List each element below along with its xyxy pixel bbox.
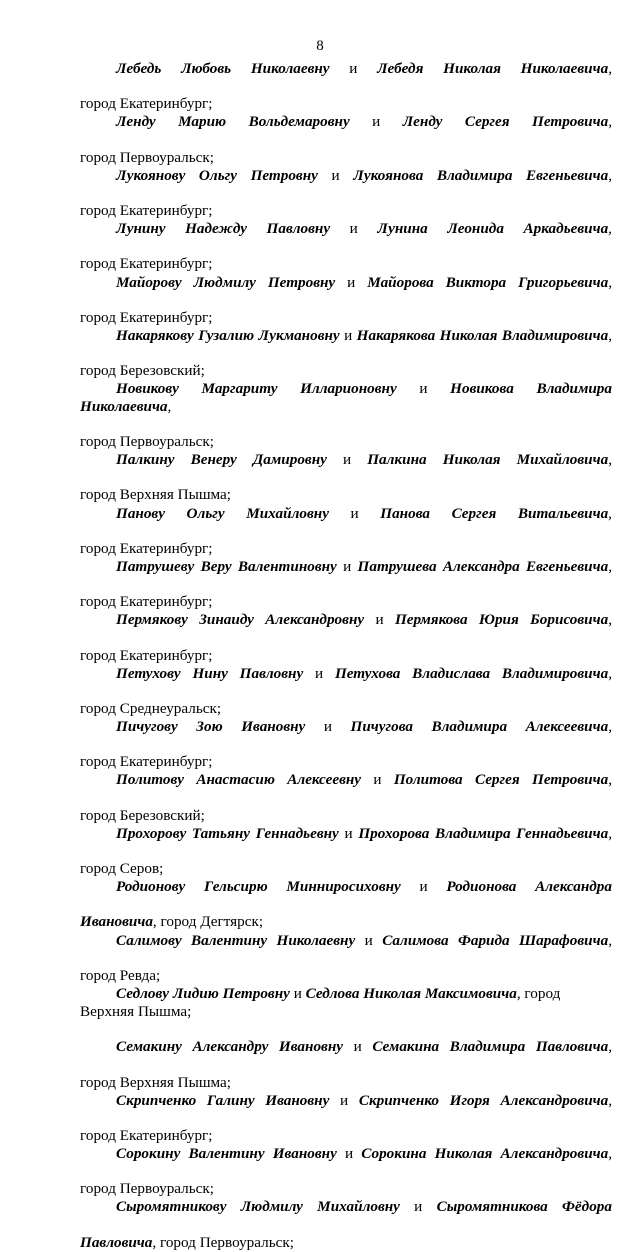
list-item	[80, 327, 612, 380]
conjunction: и	[330, 220, 378, 238]
separator: ,	[608, 1038, 612, 1056]
list-item	[80, 665, 612, 718]
wife-name: Политову Анастасию Алексеевну	[116, 771, 362, 789]
conjunction: и	[364, 611, 395, 629]
husband-name: Накарякова Николая Владимировича	[356, 326, 609, 344]
wife-name: Накарякову Гузалию Лукмановну	[116, 326, 340, 344]
wife-name: Новикову Маргариту Илларионовну	[116, 380, 397, 398]
list-item	[80, 60, 612, 113]
city: город Екатеринбург;	[80, 255, 213, 273]
husband-name: Сорокина Николая Александровича	[361, 1145, 609, 1163]
conjunction: и	[303, 664, 335, 682]
list-item	[80, 113, 612, 166]
separator: ,	[608, 1145, 612, 1163]
list-item	[80, 167, 612, 220]
list-item	[80, 558, 612, 611]
separator: ,	[608, 1091, 612, 1109]
list-item	[80, 220, 612, 273]
conjunction: и	[361, 771, 394, 789]
separator: ,	[608, 326, 612, 344]
list-item	[80, 718, 612, 771]
separator: ,	[608, 664, 612, 682]
city: город Екатеринбург;	[80, 593, 213, 611]
list-item	[80, 611, 612, 664]
husband-name: Панова Сергея Витальевича	[380, 504, 609, 522]
list-item	[80, 1092, 612, 1145]
city: город Екатеринбург;	[80, 95, 213, 113]
husband-name: Лунина Леонида Аркадьевича	[377, 220, 609, 238]
separator: ,	[608, 771, 612, 789]
husband-name: Лукоянова Владимира Евгеньевича	[353, 166, 609, 184]
conjunction: и	[399, 1198, 437, 1216]
husband-name: Семакина Владимира Павловича	[372, 1038, 609, 1056]
wife-name: Сорокину Валентину Ивановну	[116, 1145, 337, 1163]
conjunction: и	[349, 113, 403, 131]
list-item	[80, 274, 612, 327]
conjunction: и	[339, 326, 357, 344]
wife-name: Прохорову Татьяну Геннадьевну	[116, 824, 339, 842]
city: город Екатеринбург;	[80, 308, 213, 326]
wife-name: Панову Ольгу Михайловну	[116, 504, 329, 522]
separator: ,	[608, 273, 612, 291]
list-item	[80, 932, 612, 985]
separator: ,	[167, 397, 172, 415]
wife-name: Седлову Лидию Петровну	[116, 984, 290, 1002]
city: город Екатеринбург;	[80, 753, 213, 771]
conjunction: и	[305, 718, 351, 736]
city: город Верхняя Пышма;	[80, 486, 232, 504]
conjunction: и	[343, 1038, 373, 1056]
city: город Березовский;	[80, 806, 205, 824]
separator: ,	[608, 611, 612, 629]
wife-name: Палкину Венеру Дамировну	[116, 451, 327, 469]
city: , город Дегтярск;	[152, 913, 264, 931]
husband-name: Лебедя Николая Николаевича	[377, 60, 609, 77]
husband-name: Ленду Сергея Петровича	[402, 113, 609, 131]
separator: ,	[608, 557, 612, 575]
husband-name: Палкина Николая Михайловича	[367, 451, 609, 469]
wife-name: Родионову Гельсирю Минниросиховну	[116, 878, 401, 896]
city: город Среднеуральск;	[80, 699, 222, 717]
list-item	[80, 1038, 612, 1091]
separator: ,	[608, 60, 612, 77]
separator: ,	[608, 166, 612, 184]
husband-name: Пичугова Владимира Алексеевича	[350, 718, 609, 736]
conjunction: и	[329, 60, 378, 77]
wife-name: Лунину Надежду Павловну	[116, 220, 331, 238]
separator: ,	[608, 931, 612, 949]
city: город Первоуральск;	[80, 433, 215, 451]
husband-name: Салимова Фарида Шарафовича	[382, 931, 609, 949]
separator: ,	[608, 718, 612, 736]
husband-name: Пермякова Юрия Борисовича	[394, 611, 609, 629]
wife-name: Петухову Нину Павловну	[116, 664, 304, 682]
conjunction: и	[355, 931, 383, 949]
husband-name: Сыромятникова Фёдора	[436, 1198, 612, 1216]
separator: ,	[608, 451, 612, 469]
husband-name: Майорова Виктора Григорьевича	[367, 273, 609, 291]
city: , город Верхняя Пышма;	[80, 984, 561, 1020]
conjunction: и	[335, 273, 368, 291]
page-number: 8	[316, 38, 324, 54]
conjunction: и	[336, 1145, 362, 1163]
conjunction: и	[336, 557, 358, 575]
city: город Ревда;	[80, 966, 161, 984]
conjunction: и	[328, 504, 381, 522]
city: город Екатеринбург;	[80, 201, 213, 219]
husband-name-continued: Павловича	[80, 1233, 153, 1251]
conjunction: и	[338, 824, 359, 842]
husband-name-continued: Ивановича	[80, 913, 153, 931]
list-item	[80, 985, 612, 1038]
wife-name: Лукоянову Ольгу Петровну	[116, 166, 318, 184]
list-item	[80, 505, 612, 558]
conjunction: и	[317, 166, 354, 184]
separator: ,	[608, 113, 612, 131]
city: город Екатеринбург;	[80, 1126, 213, 1144]
city: город Екатеринбург;	[80, 646, 213, 664]
conjunction: и	[326, 451, 368, 469]
wife-name: Патрушеву Веру Валентиновну	[116, 557, 337, 575]
wife-name: Семакину Александру Ивановну	[116, 1038, 343, 1056]
city: город Верхняя Пышма;	[80, 1073, 232, 1091]
husband-name: Скрипченко Игоря Александровича	[358, 1091, 609, 1109]
husband-name: Прохорова Владимира Геннадьевича	[358, 824, 609, 842]
separator: ,	[608, 824, 612, 842]
wife-name: Лебедь Любовь Николаевну	[116, 60, 330, 77]
entries-list	[80, 60, 612, 1252]
list-item	[80, 771, 612, 824]
list-item	[80, 380, 612, 450]
conjunction: и	[329, 1091, 359, 1109]
husband-name: Седлова Николая Максимовича	[305, 984, 517, 1002]
wife-name: Сыромятникову Людмилу Михайловну	[116, 1198, 400, 1216]
wife-name: Пичугову Зою Ивановну	[116, 718, 306, 736]
conjunction: и	[400, 878, 447, 896]
separator: ,	[608, 504, 612, 522]
husband-name: Новикова Владимира Николаевича	[80, 380, 612, 415]
city: город Первоуральск;	[80, 148, 215, 166]
husband-name: Родионова Александра	[446, 878, 612, 896]
husband-name: Патрушева Александра Евгеньевича	[357, 557, 609, 575]
city: город Екатеринбург;	[80, 539, 213, 557]
city: город Серов;	[80, 860, 164, 878]
city: город Первоуральск;	[80, 1180, 215, 1198]
wife-name: Майорову Людмилу Петровну	[116, 273, 336, 291]
wife-name: Салимову Валентину Николаевну	[116, 931, 356, 949]
husband-name: Политова Сергея Петровича	[393, 771, 609, 789]
wife-name: Пермякову Зинаиду Александровну	[116, 611, 365, 629]
conjunction: и	[396, 380, 451, 398]
city: , город Первоуральск;	[152, 1233, 294, 1251]
husband-name: Петухова Владислава Владимировича	[334, 664, 609, 682]
list-item	[80, 1198, 612, 1251]
separator: ,	[608, 220, 612, 238]
city: город Березовский;	[80, 362, 205, 380]
wife-name: Скрипченко Галину Ивановну	[116, 1091, 330, 1109]
list-item	[80, 1145, 612, 1198]
list-item	[80, 451, 612, 504]
conjunction: и	[289, 984, 306, 1002]
list-item	[80, 825, 612, 878]
wife-name: Ленду Марию Вольдемаровну	[116, 113, 350, 131]
